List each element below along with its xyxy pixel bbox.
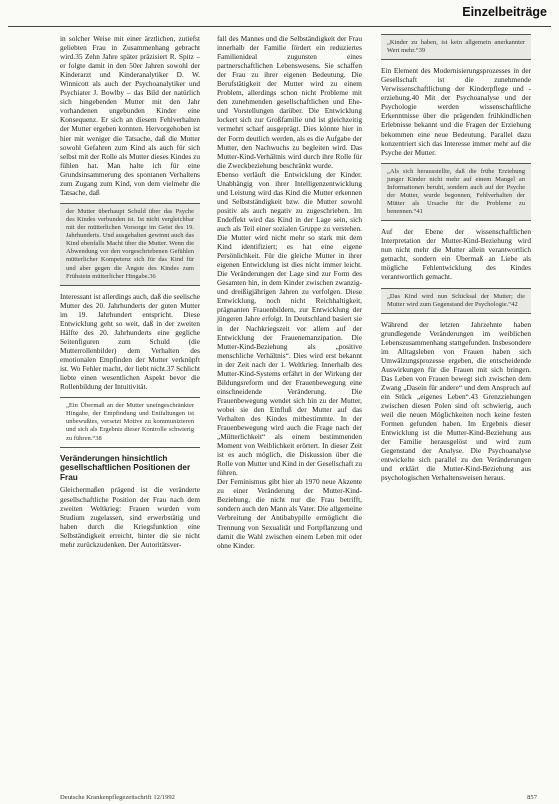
footer-journal: Deutsche Krankenpflegezeitschrift 12/1992 [60,794,175,801]
quote-box: „Kinder zu haben, ist kein allgemein anerkannter Wert mehr.“39 [381,34,531,60]
header-rule [8,26,551,27]
section-heading: Veränderungen hinsichtlich gesellschaftlichen Positionen der Frau [60,453,191,482]
paragraph: Während der letzten Jahrzehnte haben grundlegende Veränderungen im weiblichen Lebenszusammenhang stattgefunden. Insbesondere im Alltagsleben von Frauen haben sich Umwälzungsprozesse ergeben, die entscheidende Auswirkungen für die Frauen mit sich bringen. Das Leben von Frauen bewegt sich zwischen dem Zwang „Dasein für andere“ und dem Anspruch auf ein Stück „eigenes Leben“.43 Grenzziehungen zwischen diesen Polen sind oft schwierig, auch weil die neuen Möglichkeiten noch keine festen Formen gefunden haben. Im Ergebnis dieser Entwicklung ist die Mutter-Kind-Beziehung aus der Familie herausgelöst und wird zum Gegenstand der Analyse. Die Psychoanalyse entwickelte sich parallel zu den Veränderungen und erklärt die Mutter-Kind-Beziehung aus psychologischen Verhaltensweisen heraus. [381,319,531,483]
column-3 [381,34,531,483]
quote-box: „Ein Übermaß an der Mutter uneingeschränkter Hingabe, der Empfindung und Entfaltungen ist unbewußtes, versetzt Motive zu kommunizieren und sich als Ergebnis dieser Kontrolle schwierig zu führen.“38 [60,397,200,447]
quote-box: „Das Kind wird nun Schicksal der Mutter; die Mutter wird zum Gegenstand der Psychologie.“42 [381,288,531,314]
paragraph: Interessant ist allerdings auch, daß die seelische Mutter des 20. Jahrhunderts der guten Mutter im 19. Jahrhundert entspricht. Diese Entwicklung geht so weit, daß in der zweiten Hälfte des 20. Jahrhunderts eine gegliche Seitenfiguren zum Schuld (die Mutterrollenbilder) dem Verhalten des emotionalen Empfinden der Mutter verknüpft ist. Wo Fehler macht, der liebt nicht.37 Schlicht liebte einen wesentlichen Aspekt bevor die Rollenbildung der Intuitivität. [60,291,200,392]
column-1 [60,34,200,549]
quote-box: „Als sich herausstellte, daß die frühe Erziehung junger Kinder nicht mehr auf einem Mangel an Informationen beruht, sondern auch auf der Psyche der Mutter, wurde begonnen, Fehlverhalten der Mütter als Ursache für die Probleme zu benennen.“41 [381,163,531,222]
paragraph: Gleichermaßen prägend ist die veränderte gesellschaftliche Position der Frau nach dem zweiten Weltkrieg: Frauen wurden vom Studium zugelassen, sind erwerbstätig und haben durch die Kriegsfunktion eine Selbständigkeit erreicht, hinter die sie nicht mehr zurückzudenken. Der Autoritätsver- [60,485,200,549]
paragraph: Ein Element des Modernisierungsprozesses in der Gesellschaft ist die zunehmende Verwissenschaftlichung der Kinderpflege und -erziehung.40 Mit der Psychoanalyse und der Psychologie werden wissenschaftliche Erkenntnisse über die prägenden frühkindlichen Erlebnisse bekannt und die Fragen der Erziehung bekommen eine neue Bedeutung. Parallel dazu konzentriert sich das Interesse immer mehr auf die Psyche der Mutter. [381,66,531,157]
quote-box: der Mutter überhaupt Schuld über das Psyche des Kindes verbunden ist. Ist nicht vergleichbar mit der mütterlichen Vorsorge im Geist des 19. Jahrhunderts. Und ausgehalten gewinnt auch das Kind ebenfalls Macht über die Mutter. Wenn die Abwendung vor den vorgeschriebenen Gefühlen mütterlicher Kompetenz sich für das Kind für und aber gegen die Ängste des Kindes zum Frühstein mütterlicher Hingabe.36 [60,203,200,286]
paragraph: Der Feminismus gibt hier ab 1970 neue Akzente zu einer Veränderung der Mutter-Kind-Beziehung, die nicht nur die Frau betrifft, sondern auch den Mann als Vater. Die allgemeine Verbreitung der Antibabypille ermöglicht die Trennung von Sexualität und Fortpflanzung und damit die Wahl zwischen einem Leben mit oder ohne Kinder. [217,477,362,550]
column-2 [217,34,362,550]
paragraph: in solcher Weise mit einer ärztlichen, zutiefst geliebten Frau in Zusammenhang gebracht wird.35 Zehn Jahre später präzisiert R. Spitz – er folgte damit in den 50er Jahren sowohl der Kinderarzt und Kinderanalytiker D. W. Winnicott als auch der Psychoanalytiker und Psychiater J. Bowlby – das Bild der natürlich sich hingebenden Mutter mit den Jahr vorhandenen ungebunden Kinder eine Konsequenz. Er sich an diesem Fehlverhalten der Mutter ergeben konnten. Hervorgehoben ist hier mit weniger die Tatsache, daß die Mutter sowohl Gefahren zum Kind als auch für sich selbst mit der Rolle als Mutter dieses Kindes zu fühlen hat. Man halte ich für eine Grundsinsammerung des spontanen Verhaltens zum Zugang zum Kind, von dem vielmehr die Tatsache, daß [60,34,200,197]
paragraph: Ebenso verläuft die Entwicklung der Kinder. Unabhängig von ihrer Intelligenzentwicklung und Leistung wird das Kind die Mutter erkennen und Selbstständigkeit bzw. die Mutter sowohl positiv als auch negativ zu zugeschrieben. Im Endeffekt wird das Kind in der Lage sein, sich auch als Teil einer sozialen Gruppe zu verstehen. Die Mutter wird nicht mehr so stark mit dem Kind identifiziert; es hat eine eigene Persönlichkeit. Für die gleiche Mutter in ihrer eigenen Entwicklung ist dies nicht immer leicht. Die Veränderungen der Lage sind zur Form des Gesamten hin, in dem Kinder zwischen zwanzig- und dreißigjährigen Jahren zu verfolgen. Diese Entwicklung, noch nicht Reichhaltigkeit, prägnanten Frauenbildern, zur Entwicklung der jüngeren Jahre erfolgt. In Deutschland basiert sie in der Nachkriegszeit vor allem auf der Entwicklung der Frauenemanzipation. Die Mutter-Kind-Beziehung als „positive menschliche Verhältnis“. Dies wird erst bekannt in der Zeit nach der 1. Weltkrieg. Innerhalb des Mutter-Kind-Systems erfährt in der Wirkung der Bildungsreform und der Frauenbewegung eine einschneidende Veränderung. Die Frauenbewegung wendet sich hin zu der Mutter, wobei sie den Einfluß der Mutter auf das Verhalten des Kindes mitbestimmte. In der Frauenbewegung wird auch die Frage nach der „Mütterlichkeit“ als einem bestimmenden Moment von Weiblichkeit erörtert. In dieser Zeit ist es auch möglich, die Diskussion über die Rolle von Mutter und Kind in der Gesellschaft zu führen. [217,169,362,478]
paragraph: Auf der Ebene der wissenschaftlichen Interpretation der Mutter-Kind-Beziehung wird nun nicht mehr die Mutter allein verantwortlich gemacht, sondern ein Übermaß an Liebe als mögliche Fehlentwicklung des Kindes verantwortlich gemacht. [381,227,531,282]
section-header: Einzelbeiträge [462,5,547,19]
page-number: 857 [527,794,537,801]
paragraph: fall des Mannes und die Selbständigkeit der Frau innerhalb der Familie fördert ein reduziertes Familienideal zugunsten eines partnerschaftlichen Lebenswesens. Sie schaffen der Frau zu ihrer eigenen Bedeutung. Die Berufstätigkeit der Mutter wird zu einem Problem, allerdings schon nicht Probleme mit den zunehmenden gesellschaftlichen und Ehe- und Vorstellungen darüber. Die Entwicklung lockert sich zur Großfamilie und ist gleichzeitig vermehrt scharf ausgeprägt. Dies könnte hier in der Form deutlich werden, als es die Aufgabe der Mutter, den Nachwuchs zu begleiten wird. Das Mutter-Kind-Verhältnis wird durch ihre Rolle für die Zweckbeziehung beschränkt wurde. [217,34,362,170]
